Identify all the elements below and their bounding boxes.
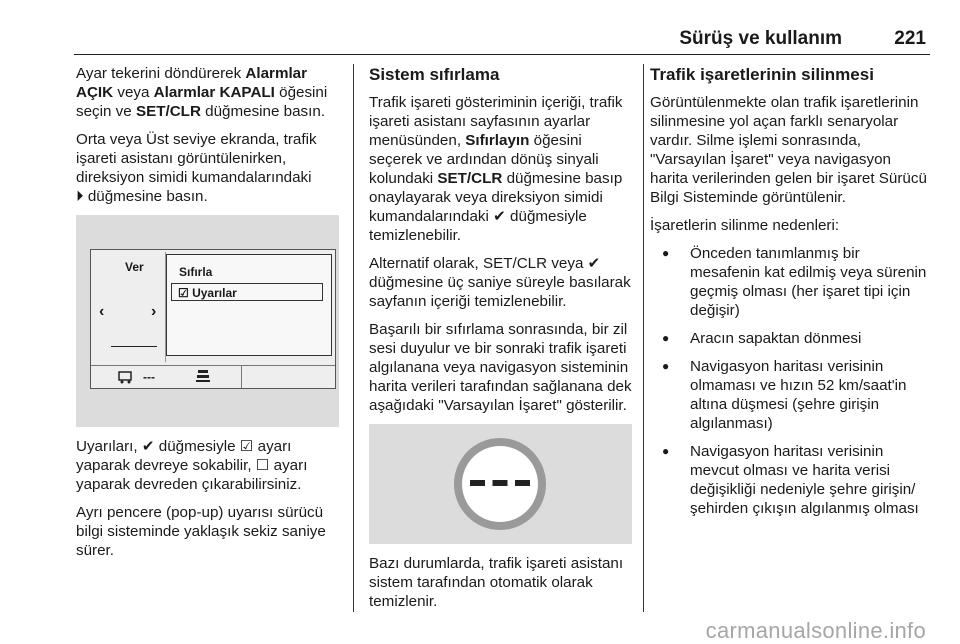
paragraph: Başarılı bir sıfırlama sonrasında, bir zil sesi duyulur ve bir sonraki trafik işareti algılanana veya navigasyon sisteminin harita verileri tarafından sağlanana dek aşağıdaki "Varsayılan İşaret" gösterilir. [369, 321, 632, 414]
popup-selected-item: ☑ Uyarılar [171, 283, 323, 301]
section-title: Sürüş ve kullanım [679, 28, 842, 49]
paragraph [76, 64, 344, 121]
paragraph: Bazı durumlarda, trafik işareti asistanı sistem tarafından otomatik olarak temizlenir. [369, 555, 624, 610]
bold-term: Alarmlar AÇIK [76, 65, 308, 101]
list-item: ● Navigasyon haritası verisinin olmaması ve hızın 52 km/saat'in altına düşmesi (şehre girişin algılanması) [650, 357, 932, 433]
paragraph: Ayrı pencere (pop-up) uyarısı sürücü bilgi sisteminde yaklaşık sekiz saniye sürer. [76, 504, 326, 559]
paragraph [369, 93, 635, 245]
default-sign-icon [450, 434, 550, 534]
popup-title: Sıfırla [179, 265, 213, 279]
paragraph-text: ⏵ düğmesine basın. [76, 188, 208, 205]
display-illustration [76, 215, 339, 427]
column-1 [76, 64, 344, 569]
screen-left-pane [95, 252, 166, 362]
paragraph-text: düğmesine basın. [200, 103, 326, 120]
page-number: 221 [894, 28, 926, 49]
default-sign-illustration [369, 424, 632, 544]
traffic-sign-icon [195, 369, 211, 383]
column-divider [643, 64, 644, 612]
left-arrow-icon: ‹ [99, 303, 105, 320]
bold-term: Sıfırlayın [465, 132, 530, 149]
reasons-list [650, 244, 932, 518]
paragraph: Alternatif olarak, SET/CLR veya ✔ düğmesine üç saniye süreyle basılarak sayfanın içeriği temizlenebilir. [369, 255, 631, 310]
section-heading: Trafik işaretlerinin silinmesi [650, 65, 874, 84]
watermark: carmanualsonline.info [705, 618, 926, 643]
reset-popup [166, 254, 332, 356]
bold-term: SET/CLR [437, 170, 503, 187]
screen-header-text: Ver [125, 260, 144, 274]
column-2 [369, 64, 635, 620]
paragraph: Uyarıları, ✔ düğmesiyle ☑ ayarı yaparak devreye sokabilir, ☐ ayarı yaparak devreden çıkarabilirsiniz. [76, 438, 308, 493]
paragraph-text: öğesini seçin ve [76, 84, 328, 120]
paragraph-text: Trafik işareti gösteriminin içeriği, trafik işareti asistanı sayfasının ayarlar menüsünden, [369, 94, 623, 149]
section-heading: Sistem sıfırlama [369, 65, 500, 84]
list-item: ● Aracın sapaktan dönmesi [650, 329, 932, 348]
paragraph-text: Orta veya Üst seviye ekranda, trafik işareti asistanı görüntülenirken, direksiyon simidi kumandalarındaki [76, 131, 317, 186]
header-rule [74, 54, 930, 55]
bold-term: SET/CLR [135, 103, 201, 120]
screen-divider [241, 366, 242, 388]
screen-bottom-bar [91, 365, 335, 388]
column-3 [650, 64, 932, 527]
paragraph-text: Ayar tekerini döndürerek [76, 65, 246, 82]
right-arrow-icon: › [151, 303, 157, 320]
driver-info-screen [90, 249, 336, 389]
paragraph-text: öğesini seçerek ve ardından dönüş sinyali kolundaki [369, 132, 599, 187]
page-header [74, 28, 930, 56]
paragraph-text: veya [113, 84, 154, 101]
screen-dash-text: --- [143, 370, 155, 384]
car-sign-icon [117, 370, 137, 384]
paragraph-text: düğmesine basıp onaylayarak veya direksiyon simidi kumandalarındaki ✔ düğmesiyle temizlenebilir. [369, 170, 623, 244]
paragraph: Görüntülenmekte olan trafik işaretlerinin silinmesine yol açan farklı senaryolar vardır. Silme işlemi sonrasında, "Varsayılan İşaret" veya navigasyon harita verilerinden gelen bir işaret Sürücü Bilgi Sisteminde görüntülenir. [650, 94, 927, 206]
paragraph [76, 130, 344, 206]
screen-line [111, 346, 157, 347]
bold-term: Alarmlar KAPALI [153, 84, 275, 101]
paragraph: İşaretlerin silinme nedenleri: [650, 217, 840, 234]
list-item: ● Navigasyon haritası verisinin mevcut olması ve harita verisi değişikliği nedeniyle şehre girişin/şehirden çıkışın algılanmış olması [650, 442, 932, 518]
column-divider [353, 64, 354, 612]
list-item: ● Önceden tanımlanmış bir mesafenin kat edilmiş veya sürenin geçmiş olması (her işaret tipi için değişir) [650, 244, 932, 320]
